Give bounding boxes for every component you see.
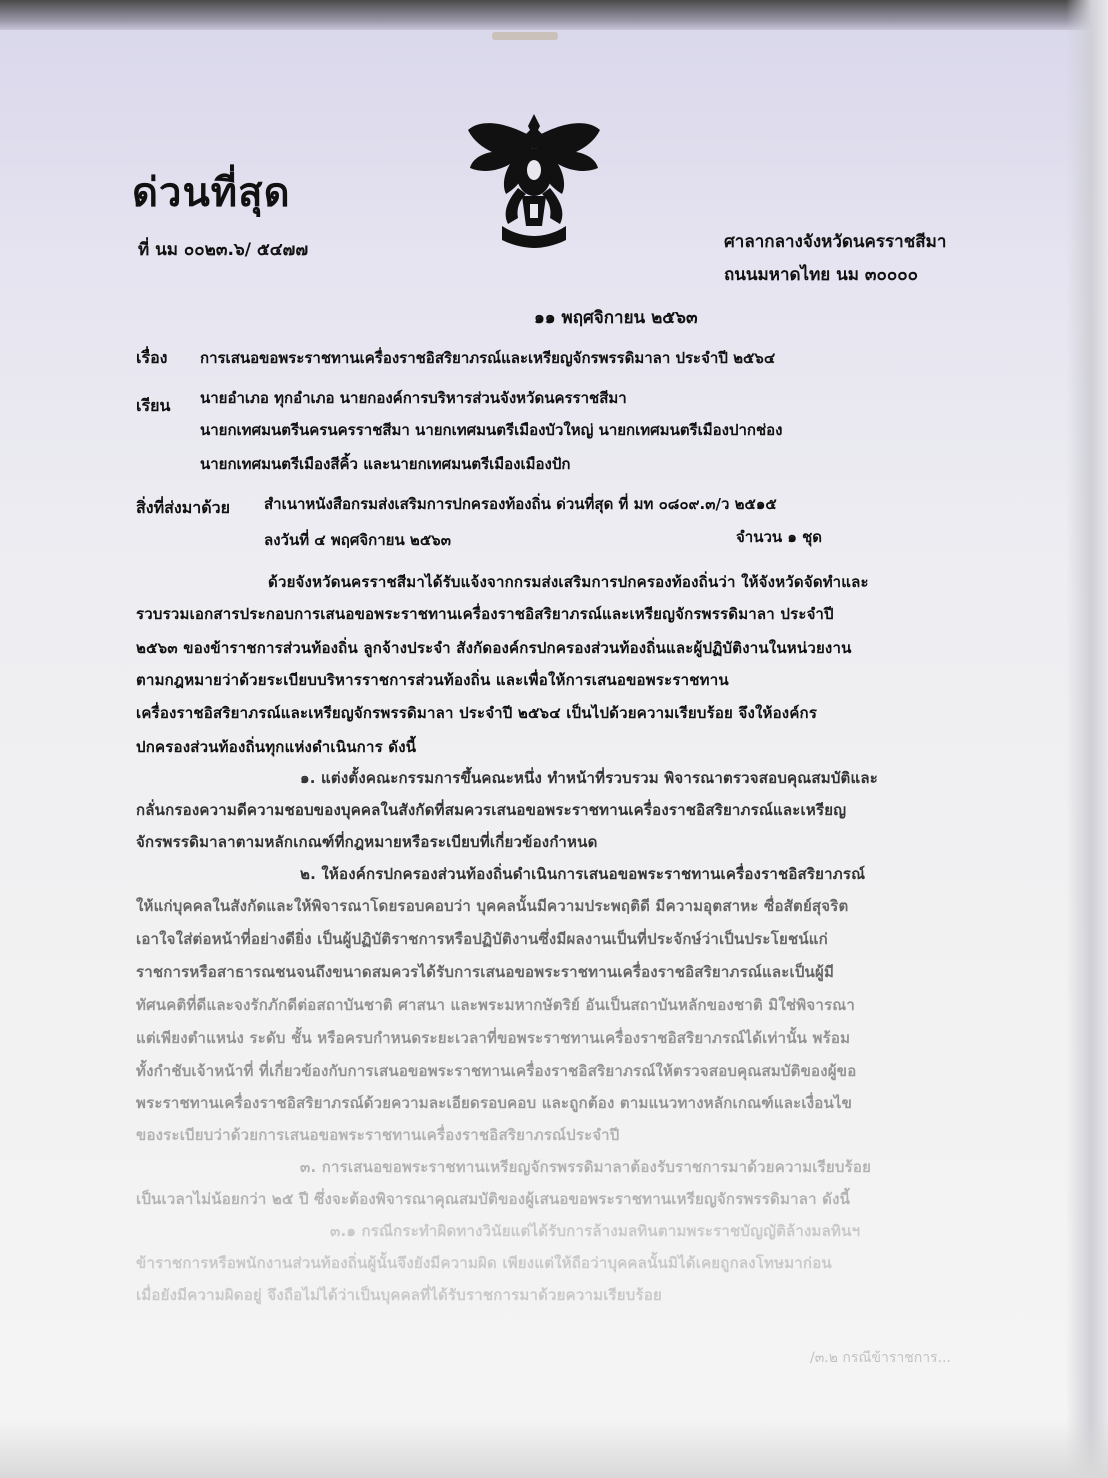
enclosure-label: สิ่งที่ส่งมาด้วย bbox=[136, 498, 230, 517]
enclosure-count: จำนวน ๑ ชุด bbox=[736, 528, 823, 546]
body-line: เอาใจใส่ต่อหน้าที่อย่างดียิ่ง เป็นผู้ปฏิบัติราชการหรือปฏิบัติงานซึ่งมีผลงานเป็นที่ประจักษ์ว่าเป็นประโยชน์แก่ bbox=[136, 930, 828, 948]
letter-date: ๑๑ พฤศจิกายน ๒๕๖๓ bbox=[534, 308, 698, 328]
body-line: ๒๕๖๓ ของข้าราชการส่วนท้องถิ่น ลูกจ้างประจำ สังกัดองค์กรปกครองส่วนท้องถิ่นและผู้ปฏิบัติงานในหน่วยงาน bbox=[136, 639, 852, 657]
screen-bottom-shade bbox=[0, 1420, 1108, 1478]
body-line: ๓. การเสนอขอพระราชทานเหรียญจักรพรรดิมาลาต้องรับราชการมาด้วยความเรียบร้อย bbox=[300, 1158, 872, 1176]
body-line: ๑. แต่งตั้งคณะกรรมการขึ้นคณะหนึ่ง ทำหน้าที่รวบรวม พิจารณาตรวจสอบคุณสมบัติและ bbox=[300, 769, 879, 787]
body-line: ๒. ให้องค์กรปกครองส่วนท้องถิ่นดำเนินการเสนอขอพระราชทานเครื่องราชอิสริยาภรณ์ bbox=[300, 865, 866, 883]
body-line: เครื่องราชอิสริยาภรณ์และเหรียญจักรพรรดิมาลา ประจำปี ๒๕๖๔ เป็นไปด้วยความเรียบร้อย จึงให้องค์กร bbox=[136, 704, 818, 722]
issuer-address-line1: ศาลากลางจังหวัดนครราชสีมา bbox=[724, 232, 947, 252]
body-line: ๓.๑ กรณีกระทำผิดทางวินัยแต่ได้รับการล้างมลทินตามพระราชบัญญัติล้างมลทินฯ bbox=[330, 1222, 861, 1240]
body-line: ทัศนคติที่ดีและจงรักภักดีต่อสถาบันชาติ ศาสนา และพระมหากษัตริย์ อันเป็นสถาบันหลักของชาติ มิใช่พิจารณา bbox=[136, 996, 855, 1014]
body-line: ทั้งกำชับเจ้าหน้าที่ ที่เกี่ยวข้องกับการเสนอขอพระราชทานเครื่องราชอิสริยาภรณ์ให้ตรวจสอบคุณสมบัติของผู้ขอ bbox=[136, 1062, 857, 1080]
body-line: ให้แก่บุคคลในสังกัดและให้พิจารณาโดยรอบคอบว่า บุคคลนั้นมีความประพฤติดี มีความอุตสาหะ ซื่อสัตย์สุจริต bbox=[136, 897, 849, 915]
body-line: ปกครองส่วนท้องถิ่นทุกแห่งดำเนินการ ดังนี้ bbox=[136, 738, 417, 756]
page-continuation-note: /๓.๒ กรณีข้าราชการ... bbox=[810, 1350, 951, 1366]
body-line: เป็นเวลาไม่น้อยกว่า ๒๕ ปี ซึ่งจะต้องพิจารณาคุณสมบัติของผู้เสนอขอพระราชทานเหรียญจักรพรรดิมาลา ดังนี้ bbox=[136, 1190, 851, 1208]
recipient-line3: นายกเทศมนตรีเมืองสีคิ้ว และนายกเทศมนตรีเมืองเมืองปัก bbox=[200, 455, 571, 473]
recipient-line1: นายอำเภอ ทุกอำเภอ นายกองค์การบริหารส่วนจังหวัดนครราชสีมา bbox=[200, 389, 627, 407]
body-line: ข้าราชการหรือพนักงานส่วนท้องถิ่นผู้นั้นจึงยังมีความผิด เพียงแต่ให้ถือว่าบุคคลนั้นมิได้เคยถูกลงโทษมาก่อน bbox=[136, 1254, 832, 1272]
recipient-label: เรียน bbox=[136, 396, 171, 415]
urgency-label: ด่วนที่สุด bbox=[132, 170, 291, 216]
body-line: กลั่นกรองความดีความชอบของบุคคลในสังกัดที่สมควรเสนอขอพระราชทานเครื่องราชอิสริยาภรณ์และเหรียญ bbox=[136, 801, 847, 819]
subject-text: การเสนอขอพระราชทานเครื่องราชอิสริยาภรณ์และเหรียญจักรพรรดิมาลา ประจำปี ๒๕๖๔ bbox=[200, 349, 776, 367]
issuer-address-line2: ถนนมหาดไทย นม ๓๐๐๐๐ bbox=[724, 265, 919, 285]
body-line: เมื่อยังมีความผิดอยู่ จึงถือไม่ได้ว่าเป็นบุคคลที่ได้รับราชการมาด้วยความเรียบร้อย bbox=[136, 1286, 662, 1304]
body-line: รวบรวมเอกสารประกอบการเสนอขอพระราชทานเครื่องราชอิสริยาภรณ์และเหรียญจักรพรรดิมาลา ประจำปี bbox=[136, 605, 834, 623]
body-line: แต่เพียงตำแหน่ง ระดับ ชั้น หรือครบกำหนดระยะเวลาที่ขอพระราชทานเครื่องราชอิสริยาภรณ์ได้เท่านั้น พร้อม bbox=[136, 1029, 851, 1047]
subject-label: เรื่อง bbox=[136, 348, 168, 367]
body-line: ของระเบียบว่าด้วยการเสนอขอพระราชทานเครื่องราชอิสริยาภรณ์ประจำปี bbox=[136, 1126, 620, 1144]
body-line: จักรพรรดิมาลาตามหลักเกณฑ์ที่กฎหมายหรือระเบียบที่เกี่ยวข้องกำหนด bbox=[136, 833, 598, 851]
body-line: ราชการหรือสาธารณชนจนถึงขนาดสมควรได้รับการเสนอขอพระราชทานเครื่องราชอิสริยาภรณ์และเป็นผู้มี bbox=[136, 963, 835, 981]
enclosure-line2: ลงวันที่ ๔ พฤศจิกายน ๒๕๖๓ bbox=[264, 531, 451, 549]
enclosure-line1: สำเนาหนังสือกรมส่งเสริมการปกครองท้องถิ่น ด่วนที่สุด ที่ มท ๐๘๐๙.๓/ว ๒๕๑๕ bbox=[264, 495, 777, 513]
body-line: พระราชทานเครื่องราชอิสริยาภรณ์ด้วยความละเอียดรอบคอบ และถูกต้อง ตามแนวทางหลักเกณฑ์และเงื่อนไข bbox=[136, 1094, 853, 1112]
body-line: ด้วยจังหวัดนครราชสีมาได้รับแจ้งจากกรมส่งเสริมการปกครองท้องถิ่นว่า ให้จังหวัดจัดทำและ bbox=[268, 573, 869, 591]
body-line: ตามกฎหมายว่าด้วยระเบียบบริหารราชการส่วนท้องถิ่น และเพื่อให้การเสนอขอพระราชทาน bbox=[136, 671, 729, 689]
reference-number: ที่ นม ๐๐๒๓.๖/ ๕๔๗๗ bbox=[138, 240, 309, 260]
garuda-emblem-icon bbox=[462, 108, 606, 252]
recipient-line2: นายกเทศมนตรีนครนครราชสีมา นายกเทศมนตรีเมืองบัวใหญ่ นายกเทศมนตรีเมืองปากช่อง bbox=[200, 421, 783, 439]
